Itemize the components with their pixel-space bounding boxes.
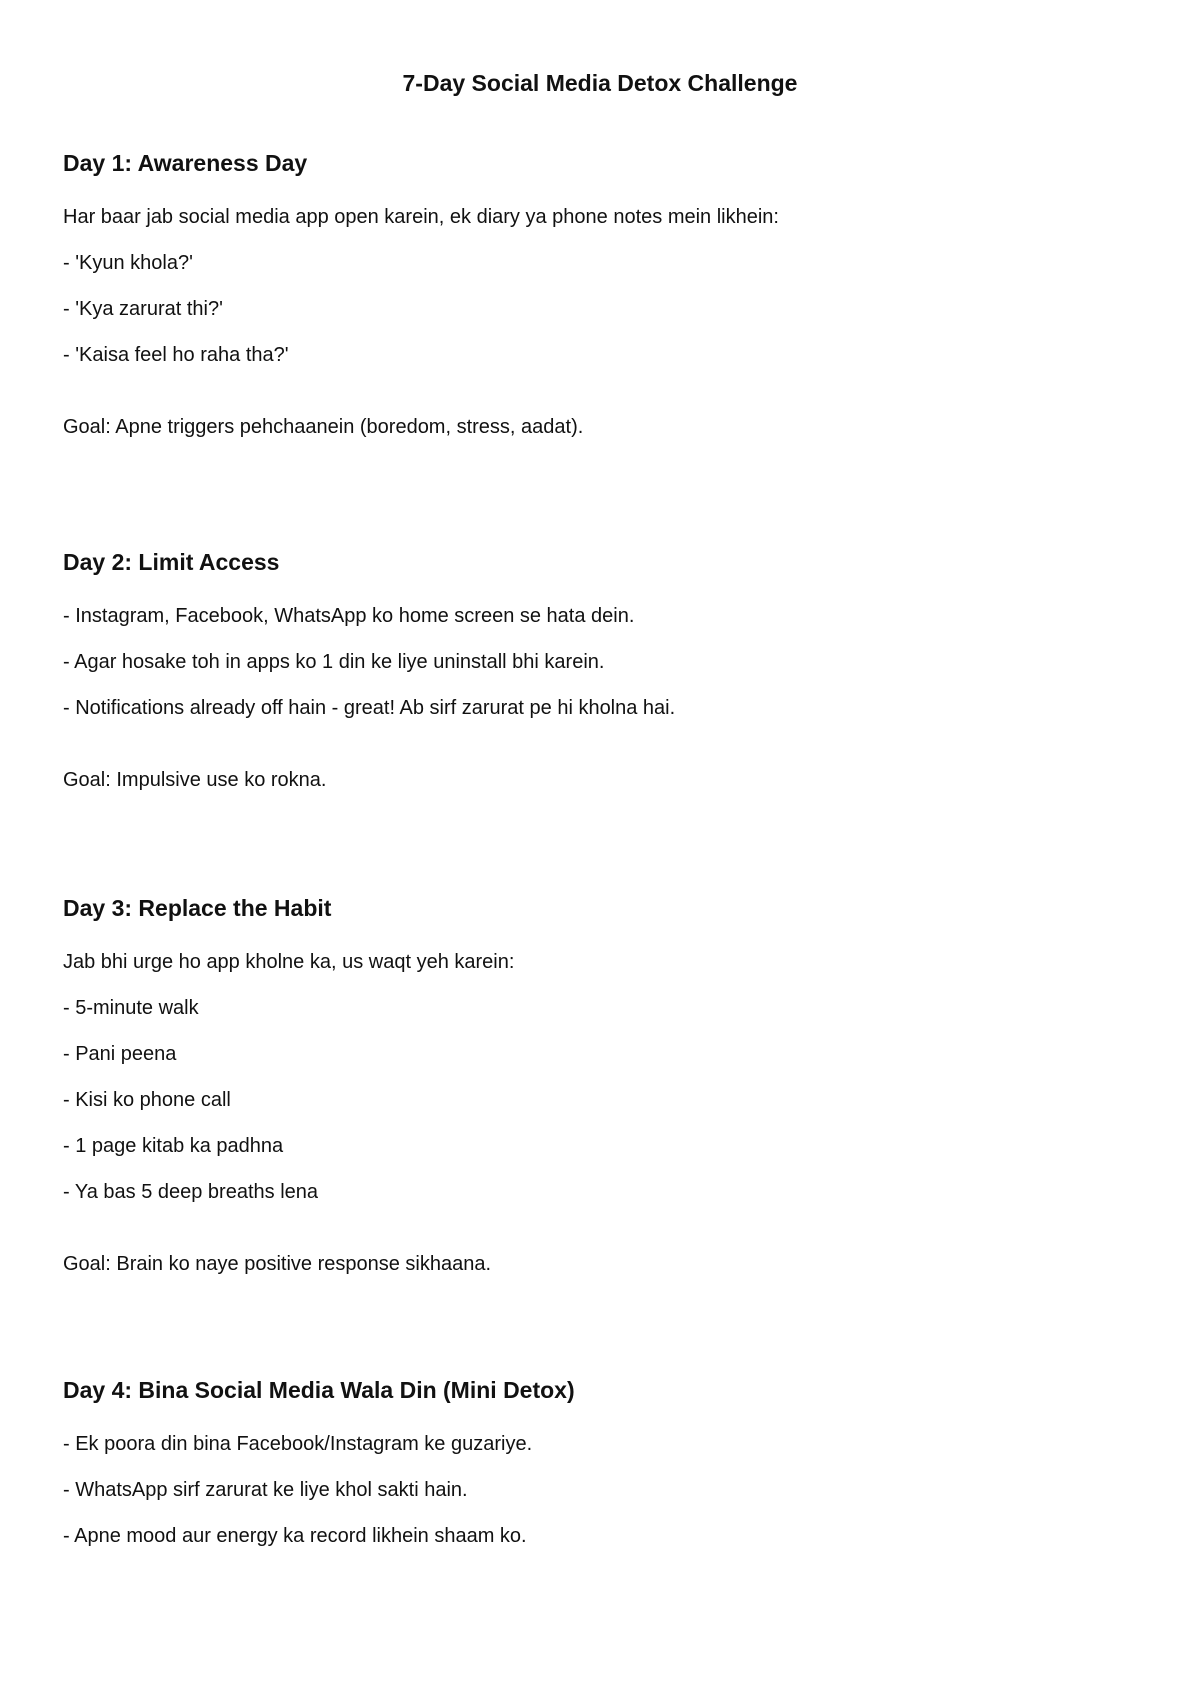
day-2-line-3: - Notifications already off hain - great! Ab sirf zarurat pe hi kholna hai. [63,697,676,719]
day-1-line-2: - 'Kyun khola?' [63,252,193,274]
day-4-line-3: - Apne mood aur energy ka record likhein shaam ko. [63,1525,527,1547]
document-title: 7-Day Social Media Detox Challenge [402,70,798,96]
day-3-heading: Day 3: Replace the Habit [63,895,332,921]
day-3-line-2: - 5-minute walk [63,997,199,1019]
day-3-goal: Goal: Brain ko naye positive response sikhaana. [63,1253,492,1275]
day-3-line-4: - Kisi ko phone call [63,1089,231,1111]
day-2-goal: Goal: Impulsive use ko rokna. [63,769,327,791]
day-3-section [63,893,1143,1297]
day-2-line-2: - Agar hosake toh in apps ko 1 din ke liye uninstall bhi karein. [63,651,605,673]
day-4-section [63,1375,1143,1569]
day-1-heading: Day 1: Awareness Day [63,150,308,176]
day-1-line-3: - 'Kya zarurat thi?' [63,298,223,320]
day-1-goal: Goal: Apne triggers pehchaanein (boredom, stress, aadat). [63,416,584,438]
day-3-line-6: - Ya bas 5 deep breaths lena [63,1181,318,1203]
day-2-section [63,547,1143,813]
day-1-line-4: - 'Kaisa feel ho raha tha?' [63,344,289,366]
day-2-heading: Day 2: Limit Access [63,549,280,575]
day-4-line-1: - Ek poora din bina Facebook/Instagram ke guzariye. [63,1433,533,1455]
day-4-heading: Day 4: Bina Social Media Wala Din (Mini Detox) [63,1377,575,1403]
day-2-line-1: - Instagram, Facebook, WhatsApp ko home screen se hata dein. [63,605,635,627]
day-1-line-1: Har baar jab social media app open karein, ek diary ya phone notes mein likhein: [63,206,779,228]
day-1-section [63,148,1143,460]
day-3-line-3: - Pani peena [63,1043,177,1065]
day-3-line-1: Jab bhi urge ho app kholne ka, us waqt yeh karein: [63,951,515,973]
day-4-line-2: - WhatsApp sirf zarurat ke liye khol sakti hain. [63,1479,468,1501]
day-3-line-5: - 1 page kitab ka padhna [63,1135,284,1157]
